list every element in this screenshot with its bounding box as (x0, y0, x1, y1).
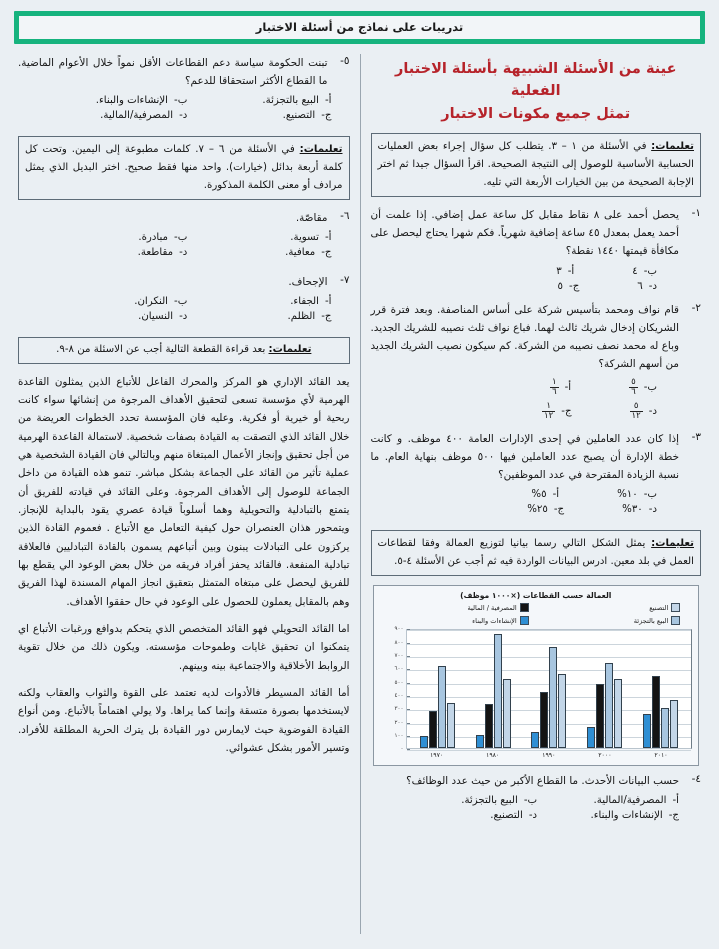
option-d-key: د- (179, 311, 188, 323)
question-4 (371, 772, 702, 821)
chart-bar-group (587, 630, 622, 748)
option-b[interactable] (461, 795, 537, 806)
chart-x-tick-label: ٢٠١٠ (654, 752, 668, 760)
option-a-value: الجفاء. (290, 296, 319, 308)
question-2-row (371, 301, 702, 374)
question-1-number: ١- (691, 207, 701, 220)
passage-paragraph-2: اما القائد التحويلي فهو القائد المتخصص الذي يتحكم بدوافع ورغبات الأتباع اي يتمكنوا ان تحقيق غايات وطموحات مؤسسته. ويكون ذلك من خلال تقوية الروابط الأخلاقية والاجتماعية بينه وبينهم. (18, 623, 350, 672)
instructions-label: تعليمات: (299, 144, 343, 156)
question-2-number: ٢- (691, 301, 701, 314)
option-a-key: أ- (324, 232, 332, 244)
question-7-word: الإجحاف. (288, 276, 328, 289)
question-4-number: ٤- (691, 773, 701, 786)
reading-passage (18, 373, 350, 758)
option-c-value: الظلم. (287, 311, 316, 323)
question-2-text: قام نواف ومحمد بتأسيس شركة على أساس المناصفة. وبعد فترة قرر الشريكان إدخال شريك ثالث لهما. فباع نواف ثلث نصيبه للشريك الجديد. وباع له محمد نصف نصيبه من الشركة. كم سيكون نصيب الشريك الجديد من أسهم الشركة؟ (370, 303, 679, 371)
question-5-options (18, 95, 350, 121)
option-a[interactable] (537, 795, 679, 806)
fraction-denominator: ٦ (631, 387, 636, 398)
chart-bar-group (531, 630, 566, 748)
option-b-key: ب- (174, 232, 188, 244)
question-4-row (371, 772, 702, 790)
option-a-key: أ- (552, 489, 560, 501)
option-d[interactable] (138, 247, 188, 258)
chart-bar (587, 727, 595, 748)
option-d-fraction (630, 402, 643, 421)
option-row (371, 266, 702, 277)
option-a-key: أ- (672, 795, 679, 807)
question-1-text: يحصل أحمد على ٨ نقاط مقابل كل ساعة عمل إضافي. إذا علمت أن أحمد يعمل بمعدل ٤٥ ساعة إضافية شهرياً. فكم شهرا يحتاج ليحصل على مكافأة قيمتها ١٤٤٠ نقطة؟ (370, 209, 679, 258)
chart-bar (540, 692, 548, 748)
option-a-value: ٥% (531, 489, 547, 501)
option-row (371, 504, 702, 515)
option-a[interactable] (187, 296, 331, 307)
option-c-key: ج- (569, 280, 580, 292)
legend-label: البيع بالتجزئة (633, 616, 669, 625)
option-row (371, 489, 702, 500)
chart-bar (614, 679, 622, 748)
option-row (18, 296, 350, 307)
legend-item-manufacturing (543, 603, 681, 612)
option-row (18, 311, 350, 322)
instructions-box-chart (371, 530, 702, 576)
left-column (12, 54, 360, 934)
chart-bar-group (476, 630, 511, 748)
option-d-key: د- (179, 110, 188, 122)
legend-swatch-icon (520, 616, 529, 625)
option-row (18, 95, 350, 106)
legend-swatch-icon (671, 603, 680, 612)
option-d-key: د- (648, 504, 657, 516)
chart-plot (406, 629, 693, 749)
option-c-fraction (542, 402, 555, 421)
chart-bar (643, 714, 651, 749)
option-a-key: أ- (567, 265, 575, 277)
chart-y-tick-label: ٦٠٠ (394, 666, 404, 673)
option-d[interactable] (630, 402, 657, 421)
option-c[interactable] (527, 504, 564, 515)
chart-title: العمالة حسب القطاعات (×١٠٠٠ موظف) (460, 591, 612, 601)
chart-x-tick-label: ١٩٨٠ (486, 752, 500, 760)
chart-y-tick-label: ٣٠٠ (394, 706, 404, 713)
option-b-value: ٤ (632, 265, 638, 277)
instructions-box-passage (18, 337, 350, 363)
option-c-value: التصنيع. (282, 110, 316, 122)
fraction-numerator: ٥ (633, 400, 639, 411)
chart-legend (380, 603, 693, 625)
legend-label: التصنيع (649, 603, 669, 612)
instructions-box-synonyms (18, 136, 350, 200)
option-d[interactable] (138, 311, 187, 322)
chart-bar (420, 736, 428, 748)
option-a-fraction (550, 378, 559, 397)
chart-y-tick-label: ٢٠٠ (394, 719, 404, 726)
option-a[interactable] (187, 95, 331, 106)
chart-x-tick-label: ١٩٩٠ (542, 752, 556, 760)
chart-bar (476, 735, 484, 748)
legend-swatch-icon (520, 603, 529, 612)
option-c[interactable] (542, 402, 572, 421)
option-b-value: ١٠% (617, 489, 638, 501)
legend-label: المصرفية / المالية (467, 603, 517, 612)
option-a-key: أ- (564, 382, 572, 394)
option-a-value: ٣ (556, 265, 562, 277)
option-c-value: معافية. (285, 247, 316, 259)
question-5-number: ٥- (340, 55, 350, 67)
question-2-options (371, 378, 702, 420)
option-b-value: الإنشاءات والبناء. (95, 95, 169, 107)
question-5 (18, 54, 350, 121)
chart-bar-groups (407, 630, 692, 748)
option-d-value: المصرفية/المالية. (100, 110, 174, 122)
option-b-value: النكران. (134, 296, 169, 308)
option-c[interactable] (537, 810, 679, 821)
chart-bar (652, 676, 660, 748)
question-5-row (18, 54, 350, 90)
chart-y-axis (380, 626, 406, 753)
question-3-row (371, 430, 702, 485)
question-6-options (18, 232, 350, 258)
chart-bar (485, 704, 493, 748)
question-1-row (371, 206, 702, 261)
chart-bar (447, 703, 455, 748)
option-d[interactable] (490, 810, 537, 821)
sample-title-line-1: عينة من الأسئلة الشبيهة بأسئلة الاختبار الفعلية (395, 61, 677, 100)
option-c-key: ج- (561, 405, 572, 417)
option-b[interactable] (138, 232, 187, 243)
option-c-value: الإنشاءات والبناء. (590, 810, 663, 822)
question-4-text: حسب البيانات الأحدث. ما القطاع الأكبر من حيث عدد الوظائف؟ (406, 775, 679, 788)
instructions-label: تعليمات: (268, 344, 312, 356)
option-c[interactable] (187, 110, 331, 121)
option-a-key: أ- (324, 296, 332, 308)
legend-label: الإنشاءات والبناء (472, 616, 517, 625)
legend-swatch-icon (671, 616, 680, 625)
instructions-label: تعليمات: (651, 141, 694, 153)
question-2 (371, 301, 702, 421)
chart-bar (531, 732, 539, 748)
option-c[interactable] (558, 281, 580, 292)
option-c[interactable] (187, 247, 331, 258)
chart-bar (558, 674, 566, 749)
option-c[interactable] (187, 311, 331, 322)
chart-bar (494, 634, 502, 749)
chart-bar (605, 663, 613, 748)
option-a-value: المصرفية/المالية. (593, 795, 667, 807)
option-row (371, 281, 702, 292)
question-3 (371, 430, 702, 516)
option-c-key: ج- (553, 504, 565, 516)
fraction-numerator: ٥ (631, 377, 636, 388)
employment-bar-chart (373, 585, 700, 766)
passage-paragraph-3: أما القائد المسيطر فالأدوات لديه تعتمد على القوة والثواب والعقاب ولكنه لايستخدمها بصورة متسقة وإنما كما يراها. ولا يولي اهتماماً بالأتباع. ومن أنواع القيادة الفوضوية حيث لايمارس دور القيادة بل يترك الحرية المطلقة للأفراد. وتسير الأمور بشكل عشوائي. (18, 687, 350, 754)
option-c-value: ٥ (557, 280, 564, 292)
chart-bar (549, 647, 557, 748)
instructions-text: يمثل الشكل التالي رسما بيانيا لتوزيع العمالة وفقا لقطاعات العمل في بلد معين. ادرس البيانات الواردة فيه ثم أجب عن الأسئلة ٤-٥. (377, 538, 694, 567)
chart-bar (429, 711, 437, 748)
chart-y-tick-label: ٠ (400, 746, 404, 753)
option-d[interactable] (637, 281, 657, 292)
legend-item-construction (391, 616, 529, 625)
option-d-value: التصنيع. (490, 810, 523, 822)
option-d-value: ٣٠% (622, 504, 643, 516)
question-4-options (371, 795, 702, 821)
question-6-row (18, 209, 350, 227)
instructions-text: بعد قراءة القطعة التالية أجب عن الاسئلة من ٨-٩. (56, 344, 269, 356)
legend-item-banking (391, 603, 529, 612)
option-b-key: ب- (523, 795, 538, 807)
chart-y-tick-label: ٥٠٠ (394, 679, 404, 686)
instructions-box-math (371, 133, 702, 197)
chart-y-tick-label: ٨٠٠ (394, 639, 404, 646)
chart-x-tick-label: ٢٠٠٠ (598, 752, 612, 760)
header-banner (14, 11, 705, 44)
option-row (371, 378, 702, 397)
question-3-options (371, 489, 702, 515)
option-a-value: البيع بالتجزئة. (262, 95, 319, 107)
chart-plot-area (380, 626, 693, 753)
question-7 (18, 273, 350, 322)
question-7-number: ٧- (340, 274, 350, 287)
chart-bar-group (420, 630, 455, 748)
option-d-value: ٦ (637, 280, 643, 292)
chart-bar (503, 679, 511, 748)
question-6-number: ٦- (340, 210, 350, 223)
fraction-denominator: ٦ (551, 387, 557, 398)
option-b-key: ب- (643, 382, 657, 394)
option-row (18, 110, 350, 121)
option-c-value: ٢٥% (527, 504, 548, 516)
page-title: تدريبات على نماذج من أسئلة الاختبار (255, 20, 464, 34)
legend-item-retail (543, 616, 681, 625)
instructions-label: تعليمات: (651, 538, 694, 550)
passage-paragraph-1: يعد القائد الإداري هو المركز والمحرك الفاعل للأتباع الذين يمثلون القاعدة الهرمية لأي مؤسسة تسعى لتحقيق الأهداف المرجوة من إنشائها سواء كانت ربحية أو خيرية أو فكرية. وعليه فان المؤسسة تحدد الخطوات العريضة من خلال القائد الذي التصقت به القيادة بصفات شخصية. لاستمالة القاعدة الهرمية من أجل تحقيق وإنجاز الأعمال المبتغاة منهم وبالتالي فان القيادة الشخصية هي عملية تأثير من القائد على الجماعة بشكل مباشر. تنمو هذه القيادة من داخل الجماعة للوصول إلى الأهداف المرجوة. وعلى القائد في قيادته للفريق أن يتمتع بالتبادلية والتحويلية وهما أسلوباً قيادة عصري يقود بالبداية للإنجاز. ويتمحور هذان العنصران حول كيفية التعامل مع الأتباع . فعموم القادة الذين يركزون على التبادلات يبنون وبين أتباعهم يسمون بالقادة التبادليين فالعلاقة تبادلية المنفعة. فالقائد يحفز أفراد فريقه من خلال بعض الوعود الي يقطع بها للفريق ليحصل على مبتغاه المتمثل بتعقيق انجاز المهام المسندة لهذا الفريق وهم بالمقابل يعملون للحصول على الوعود في حال حققوا الأهداف. (18, 375, 350, 608)
fraction-numerator: ١ (546, 400, 551, 411)
option-b[interactable] (134, 296, 187, 307)
option-b-fraction (629, 378, 638, 397)
chart-y-tick-label: ١٠٠ (394, 732, 404, 739)
question-7-row (18, 273, 350, 291)
option-b-key: ب- (643, 265, 657, 277)
chart-gridline (407, 750, 692, 751)
option-d[interactable] (622, 504, 657, 515)
option-c-key: ج- (321, 247, 332, 259)
chart-bar-group (643, 630, 678, 748)
fraction-denominator: ١٢ (631, 410, 641, 421)
sample-title-line-2: تمثل جميع مكونات الاختبار (441, 105, 631, 122)
option-c-key: ج- (321, 110, 332, 122)
header-inner (19, 16, 700, 39)
option-d-key: د- (648, 280, 657, 292)
chart-y-tick-label: ٧٠٠ (394, 652, 404, 659)
option-b-key: ب- (174, 296, 188, 308)
option-a-key: أ- (324, 95, 332, 107)
question-3-text: إذا كان عدد العاملين في إحدى الإدارات العامة ٤٠٠ موظف. و كانت خطة الإدارة أن يصبح عدد العاملين فيها ٥٠٠ موظف بنهاية العام. ما نسبة الزيادة المقترحة في عدد الموظفين؟ (370, 432, 679, 481)
question-6-word: مقاصّة. (295, 212, 328, 225)
chart-bar (596, 684, 604, 748)
option-d-key: د- (179, 247, 188, 259)
option-c-key: ج- (668, 810, 679, 822)
option-d-value: مقاطعة. (137, 247, 174, 259)
right-column (360, 54, 708, 934)
question-6 (18, 209, 350, 258)
chart-bar (670, 700, 678, 748)
option-d-value: النسيان. (138, 311, 174, 323)
instructions-text: في الأسئلة من ٦ – ٧. كلمات مطبوعة إلى اليمين. وتحت كل كلمة أربعة بدائل (خيارات). واحد منها فقط صحيح. اختر البديل الذي يمثل مرادف أو معنى الكلمة المذكورة. (25, 144, 343, 191)
option-c-key: ج- (321, 311, 332, 323)
option-row (371, 810, 702, 821)
chart-y-tick-label: ٤٠٠ (394, 692, 404, 699)
option-d-key: د- (528, 810, 538, 822)
option-a[interactable] (531, 489, 559, 500)
chart-x-tick-label: ١٩٧٠ (429, 752, 444, 760)
option-row (371, 402, 702, 421)
chart-y-tick-label: ٩٠٠ (394, 626, 404, 633)
chart-bar (438, 666, 446, 749)
option-a[interactable] (550, 378, 571, 397)
question-7-options (18, 296, 350, 322)
two-column-layout (12, 54, 707, 934)
fraction-denominator: ١٢ (544, 410, 554, 421)
question-3-number: ٣- (691, 430, 701, 443)
option-row (371, 795, 702, 806)
option-row (18, 247, 350, 258)
option-b-key: ب- (643, 489, 657, 501)
option-d-key: د- (648, 405, 657, 417)
option-b[interactable] (632, 266, 657, 277)
option-b-value: مبادرة. (138, 232, 169, 244)
option-b[interactable] (629, 378, 657, 397)
option-b-key: ب- (174, 95, 188, 107)
instructions-text: في الأسئلة من ١ – ٣. يتطلب كل سؤال إجراء بعض العمليات الحسابية الأساسية للوصول إلى النتيجة الصحيحة. اقرأ السؤال جيدا ثم اختر الإجابة الصحيحة من بين الخيارات الأربعة التي تليه. (377, 141, 694, 188)
option-b[interactable] (96, 95, 188, 106)
sample-title (371, 58, 702, 125)
option-b[interactable] (617, 489, 657, 500)
option-row (18, 232, 350, 243)
question-5-text: تبنت الحكومة سياسة دعم القطاعات الأقل نمواً خلال الأعوام الماضية. ما القطاع الأكثر استحقاقا للدعم؟ (18, 57, 328, 88)
fraction-numerator: ١ (551, 377, 557, 388)
option-a-value: تسوية. (290, 232, 319, 244)
option-a[interactable] (556, 266, 574, 277)
option-d[interactable] (100, 110, 187, 121)
option-a[interactable] (187, 232, 331, 243)
chart-bar (661, 708, 669, 748)
question-1-options (371, 266, 702, 292)
question-1 (371, 206, 702, 292)
option-b-value: البيع بالتجزئة. (461, 795, 518, 807)
